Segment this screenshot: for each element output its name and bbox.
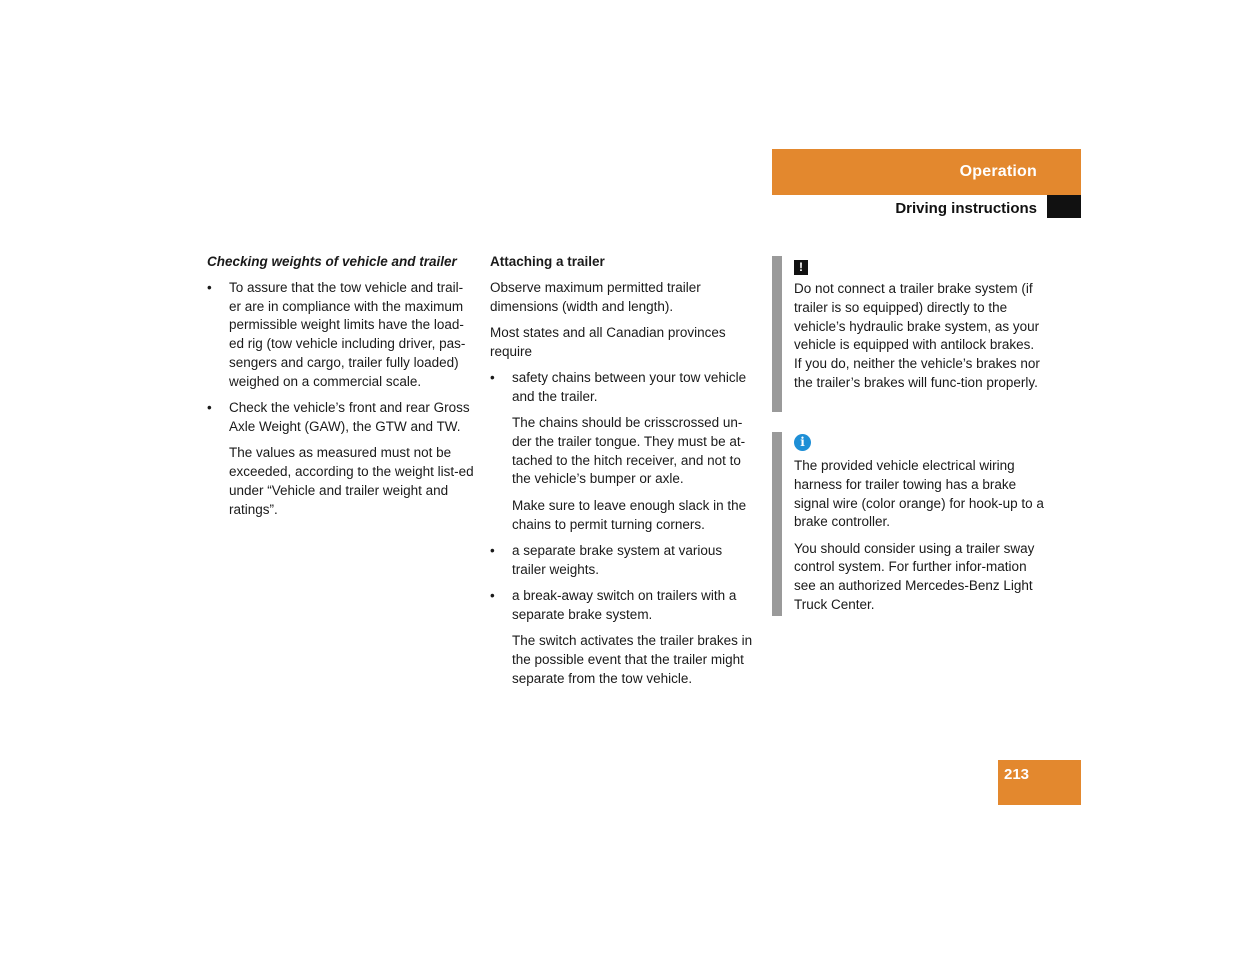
info-text: The provided vehicle electrical wiring harness for trailer towing has a brake signal wire (color orange) for hook-up to a brake controller. — [794, 458, 1044, 530]
info-body — [794, 432, 1044, 622]
list-item — [207, 399, 475, 437]
section-header-tab — [772, 149, 1081, 195]
paragraph: Most states and all Canadian provinces require — [490, 324, 726, 359]
exclamation-icon: ! — [794, 260, 808, 275]
warning-note — [772, 256, 1042, 412]
warning-bar — [772, 256, 782, 412]
page-number: 213 — [998, 760, 1081, 805]
list-item — [490, 369, 758, 407]
section-title: Operation — [959, 163, 1037, 180]
info-note — [772, 432, 1042, 616]
list-item-text: safety chains between your tow vehicle and the trailer. — [512, 369, 747, 404]
weights-list — [207, 279, 475, 437]
bullet: • — [207, 279, 212, 295]
list-item-subtext: The switch activates the trailer brakes in the possible event that the trailer might separate from the tow vehicle. — [512, 633, 753, 686]
list-item — [207, 279, 475, 392]
info-text: You should consider using a trailer sway control system. For further infor-mation see an authorized Mercedes-Benz Light Truck Center. — [794, 540, 1035, 613]
column-attaching — [490, 253, 758, 696]
bullet: • — [490, 369, 495, 385]
column-weights — [207, 253, 475, 527]
list-item-subtext: The values as measured must not be exceeded, according to the weight list-ed under “Vehicle and trailer weight and ratings”. — [229, 445, 474, 517]
list-item — [490, 542, 758, 580]
info-icon: i — [794, 434, 811, 451]
list-item-text: a separate brake system at various trailer weights. — [512, 542, 723, 577]
list-item-subtext: The chains should be crisscrossed un-der the trailer tongue. They must be at-tached to the hitch receiver, and not to the vehicle’s bumper or axle. — [512, 415, 746, 487]
subsection-header — [772, 195, 1081, 218]
paragraph: Observe maximum permitted trailer dimensions (width and length). — [490, 279, 701, 314]
list-item-subtext: Make sure to leave enough slack in the chains to permit turning corners. — [512, 497, 747, 532]
list-item-text: To assure that the tow vehicle and trail-er are in compliance with the maximum permissible weight limits have the load-ed rig (tow vehicle including driver, pas-sengers and cargo, trailer fully loaded) weighed on a commercial scale. — [229, 279, 466, 389]
list-item-text: Check the vehicle’s front and rear Gross Axle Weight (GAW), the GTW and TW. — [229, 400, 470, 434]
bullet: • — [490, 587, 495, 603]
subsection-marker — [1047, 195, 1081, 218]
attaching-list — [490, 369, 758, 407]
weights-heading: Checking weights of vehicle and trailer — [207, 254, 457, 269]
attaching-list-cont — [490, 542, 758, 625]
warning-body — [794, 256, 1044, 400]
attaching-heading: Attaching a trailer — [490, 254, 605, 269]
list-item — [490, 587, 758, 625]
info-bar — [772, 432, 782, 616]
bullet: • — [490, 542, 495, 558]
warning-text: Do not connect a trailer brake system (if trailer is so equipped) directly to the vehicle’s hydraulic brake system, as your vehicle is equipped with antilock brakes. If you do, neither the vehicle’s brakes nor the trailer’s brakes will func-tion properly. — [794, 281, 1040, 390]
subsection-title: Driving instructions — [895, 200, 1037, 217]
bullet: • — [207, 400, 212, 416]
list-item-text: a break-away switch on trailers with a separate brake system. — [512, 587, 737, 622]
